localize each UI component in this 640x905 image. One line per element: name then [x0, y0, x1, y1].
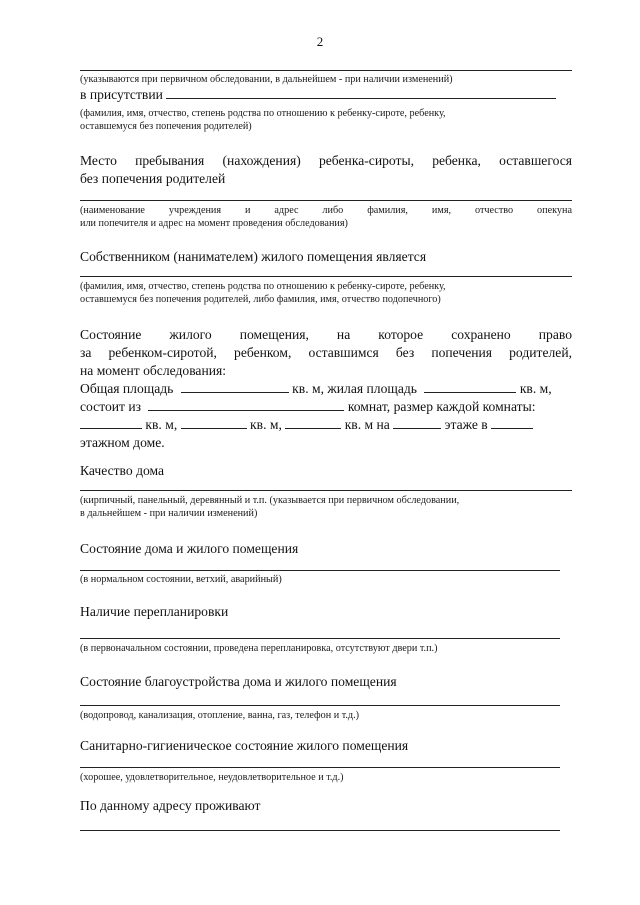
- place-heading-2: без попечения родителей: [80, 171, 226, 186]
- unit-label: кв. м,: [519, 381, 552, 396]
- area-row: [80, 380, 572, 398]
- fill-line: [80, 70, 572, 71]
- fill-line[interactable]: [80, 767, 560, 768]
- note-presence-line1: (фамилия, имя, отчество, степень родства по отношению к ребенку-сироте, ребенку,: [80, 108, 446, 119]
- quality-heading: Качество дома: [80, 463, 165, 478]
- place-heading-1: Место пребывания (нахождения) ребенка-сироты, ребенка, оставшегося: [80, 153, 572, 168]
- living-area-blank[interactable]: [424, 380, 516, 393]
- state-heading-2: за ребенком-сиротой, ребенком, оставшимся без попечения родителей,: [80, 345, 572, 360]
- total-area-blank[interactable]: [181, 380, 289, 393]
- presence-row: [80, 86, 572, 104]
- note-presence-line2: оставшемуся без попечения родителей): [80, 121, 252, 132]
- note-presence: [80, 107, 572, 133]
- state-heading-1: Состояние жилого помещения, на которое сохранено право: [80, 327, 572, 342]
- presence-blank[interactable]: [166, 86, 556, 99]
- note-owner-line1: (фамилия, имя, отчество, степень родства по отношению к ребенку-сироте, ребенку,: [80, 281, 446, 292]
- note-place-line1: (наименование учреждения и адрес либо фамилия, имя, отчество опекуна: [80, 205, 572, 216]
- fill-line[interactable]: [80, 830, 560, 831]
- page-number: 2: [316, 34, 324, 49]
- note-replan: (в первоначальном состоянии, проведена перепланировка, отсутствуют двери т.п.): [80, 643, 438, 654]
- fill-line[interactable]: [80, 276, 572, 277]
- note-quality: [80, 494, 572, 520]
- unit-label: кв. м,: [250, 417, 282, 432]
- note-owner: [80, 280, 572, 306]
- room-sizes-row: [80, 416, 572, 434]
- floor-blank[interactable]: [393, 416, 441, 429]
- room-size-blank[interactable]: [181, 416, 247, 429]
- room-size-blank[interactable]: [80, 416, 142, 429]
- house-state-heading: Состояние дома и жилого помещения: [80, 541, 299, 556]
- fill-line[interactable]: [80, 200, 572, 201]
- note-quality-line1: (кирпичный, панельный, деревянный и т.п. (указывается при первичном обследовании,: [80, 495, 460, 506]
- owner-heading: Собственником (нанимателем) жилого помещения является: [80, 249, 427, 264]
- fill-line[interactable]: [80, 490, 572, 491]
- note-house-state: (в нормальном состоянии, ветхий, аварийный): [80, 574, 282, 585]
- fill-line[interactable]: [80, 638, 560, 639]
- unit-on-label: кв. м на: [344, 417, 390, 432]
- consists-of-label: состоит из: [80, 399, 142, 414]
- unit-label: кв. м,: [145, 417, 178, 432]
- total-area-label: Общая площадь: [80, 381, 174, 396]
- storey-row: этажном доме.: [80, 435, 165, 450]
- rooms-count-blank[interactable]: [148, 398, 344, 411]
- note-sanitary: (хорошее, удовлетворительное, неудовлетворительное и т.д.): [80, 772, 344, 783]
- note-place: [80, 204, 572, 230]
- living-area-label: кв. м, жилая площадь: [292, 381, 417, 396]
- fill-line[interactable]: [80, 705, 560, 706]
- rooms-size-label: комнат, размер каждой комнаты:: [347, 399, 536, 414]
- sanitary-heading: Санитарно-гигиеническое состояние жилого помещения: [80, 738, 409, 753]
- note-first-exam: (указываются при первичном обследовании, в дальнейшем - при наличии изменений): [80, 74, 453, 85]
- fill-line[interactable]: [80, 570, 560, 571]
- note-owner-line2: оставшемуся без попечения родителей, либо фамилия, имя, отчество подопечного): [80, 294, 441, 305]
- amenities-heading: Состояние благоустройства дома и жилого помещения: [80, 674, 397, 689]
- rooms-row: [80, 398, 572, 416]
- residents-heading: По данному адресу проживают: [80, 798, 261, 813]
- note-quality-line2: в дальнейшем - при наличии изменений): [80, 508, 258, 519]
- state-heading-3: на момент обследования:: [80, 363, 227, 378]
- presence-label: в присутствии: [80, 87, 163, 102]
- room-size-blank[interactable]: [285, 416, 341, 429]
- floor-label: этаже в: [444, 417, 488, 432]
- storeys-blank[interactable]: [491, 416, 533, 429]
- note-place-line2: или попечителя и адрес на момент проведения обследования): [80, 218, 348, 229]
- replan-heading: Наличие перепланировки: [80, 604, 229, 619]
- note-amenities: (водопровод, канализация, отопление, ванна, газ, телефон и т.д.): [80, 710, 360, 721]
